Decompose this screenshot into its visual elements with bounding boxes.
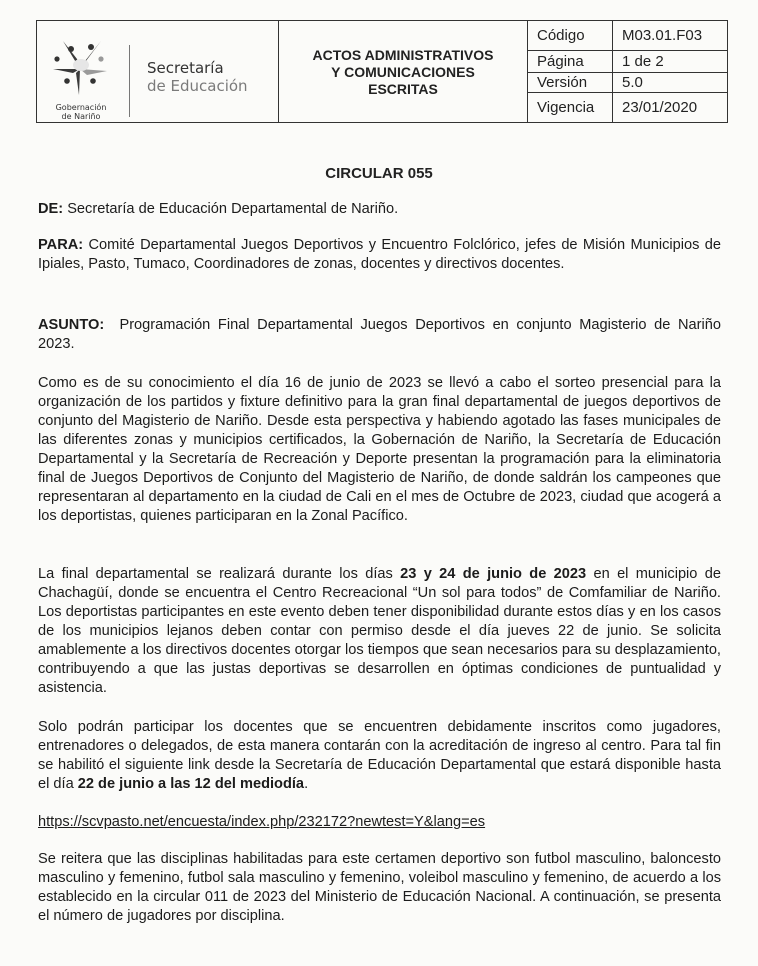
asunto-block [38,316,726,354]
logo-divider [129,45,130,117]
circular-title: CIRCULAR 055 [325,165,433,182]
para-text: Comité Departamental Juegos Deportivos y Encuentro Folclórico, jefes de Misión Municipios de Ipiales, Pasto, Tumaco, Coordinadores de zonas, docentes y directivos docentes. [38,237,721,272]
registration-link-line [38,813,721,832]
meta-label: Código [528,21,613,50]
secretaria-title-line1: Secretaría [147,59,224,77]
meta-row-version [528,73,727,93]
meta-label: Versión [528,73,613,92]
form-title-cell [279,21,528,122]
paragraph3-end: . [304,776,309,792]
meta-value: 5.0 [622,74,643,91]
event-dates: 23 y 24 de junio de 2023 [400,566,587,582]
asunto-label: ASUNTO: [38,317,105,333]
meta-value: 1 de 2 [622,53,664,70]
asunto-text: Programación Final Departamental Juegos Deportivos en conjunto Magisterio de Nariño 2023. [38,317,726,352]
form-title-line1: ACTOS ADMINISTRATIVOS [312,47,494,63]
paragraph-inscripcion [38,718,721,794]
paragraph-final-departamental [38,565,721,698]
secretaria-title [147,59,248,95]
meta-value: M03.01.F03 [622,27,703,44]
registration-deadline: 22 de junio a las 12 del mediodía [77,776,305,792]
de-label: DE: [38,201,64,217]
meta-row-vigencia [528,93,727,122]
registration-link[interactable]: https://scvpasto.net/encuesta/index.php/232172?newtest=Y&lang=es [38,814,486,830]
logo-caption-line1: Gobernación [55,103,107,112]
paragraph3-text: Solo podrán participar los docentes que se encuentren debidamente inscritos como jugadores, entrenadores o delegados, de esta manera contarán con la acreditación de ingreso al centro. Para tal fin se habilitó el siguiente link desde la Secretaría de Educación Departamental que estará disponible hasta el día [38,719,721,792]
meta-row-pagina [528,51,727,73]
meta-label: Vigencia [528,93,613,122]
paragraph2-text-cont: en el municipio de Chachagüí, donde se encuentra el Centro Recreacional “Un sol para todos” de Comfamiliar de Nariño. Los deportistas participantes en este evento deben tener disponibilidad durante estos días y en los casos de los municipios lejanos deben contar con permiso desde el día jueves 22 de junio. Se solicita amablemente a los directivos docentes otorgar los tiempos que sean necesarios para su desplazamiento, contribuyendo a que las justas deportivas se desarrollen en óptimas condiciones de puntualidad y asistencia. [38,566,721,696]
de-line [38,200,721,219]
logo-cell [37,21,279,122]
logo-caption-line2: de Nariño [61,112,101,121]
meta-value: 23/01/2020 [622,99,698,116]
form-title-line2: Y COMUNICACIONES [331,64,475,80]
secretaria-title-line2: de Educación [147,77,248,95]
document-meta-table [528,21,727,122]
meta-row-codigo [528,21,727,51]
para-label: PARA: [38,237,84,253]
logo-caption [37,103,125,121]
star-figure-logo-icon [49,35,111,97]
document-header-table [36,20,728,123]
paragraph-sorteo: Como es de su conocimiento el día 16 de junio de 2023 se llevó a cabo el sorteo presencial para la organización de los partidos y fixture definitivo para la gran final departamental de juegos deportivos de conjunto del Magisterio de Nariño. Desde esta perspectiva y habiendo agotado las fases municipales de las diferentes zonas y municipios certificados, la Gobernación de Nariño, la Secretaría de Educación Departamental y la Secretaría de Recreación y Deporte presentan la programación para la eliminatoria final de Juegos Deportivos de Conjunto del Magisterio de Nariño, de donde saldrán los campeones que representaran al departamento en la ciudad de Cali en el mes de Octubre de 2023, ciudad que acogerá a los deportistas, quienes participaran en la Zonal Pacífico. [38,375,721,524]
form-title [313,47,494,98]
para-block [38,236,721,274]
form-title-line3: ESCRITAS [368,81,438,97]
meta-label: Página [528,51,613,72]
paragraph-disciplinas: Se reitera que las disciplinas habilitadas para este certamen deportivo son futbol masculino, baloncesto masculino y femenino, futbol sala masculino y femenino, voleibol masculino y femenino, de acuerdo a los establecido en la circular 011 de 2023 del Ministerio de Educación Nacional. A continuación, se presenta el número de jugadores por disciplina. [38,851,721,924]
de-text: Secretaría de Educación Departamental de Nariño. [63,201,399,217]
paragraph2-text: La final departamental se realizará durante los días [38,566,401,582]
